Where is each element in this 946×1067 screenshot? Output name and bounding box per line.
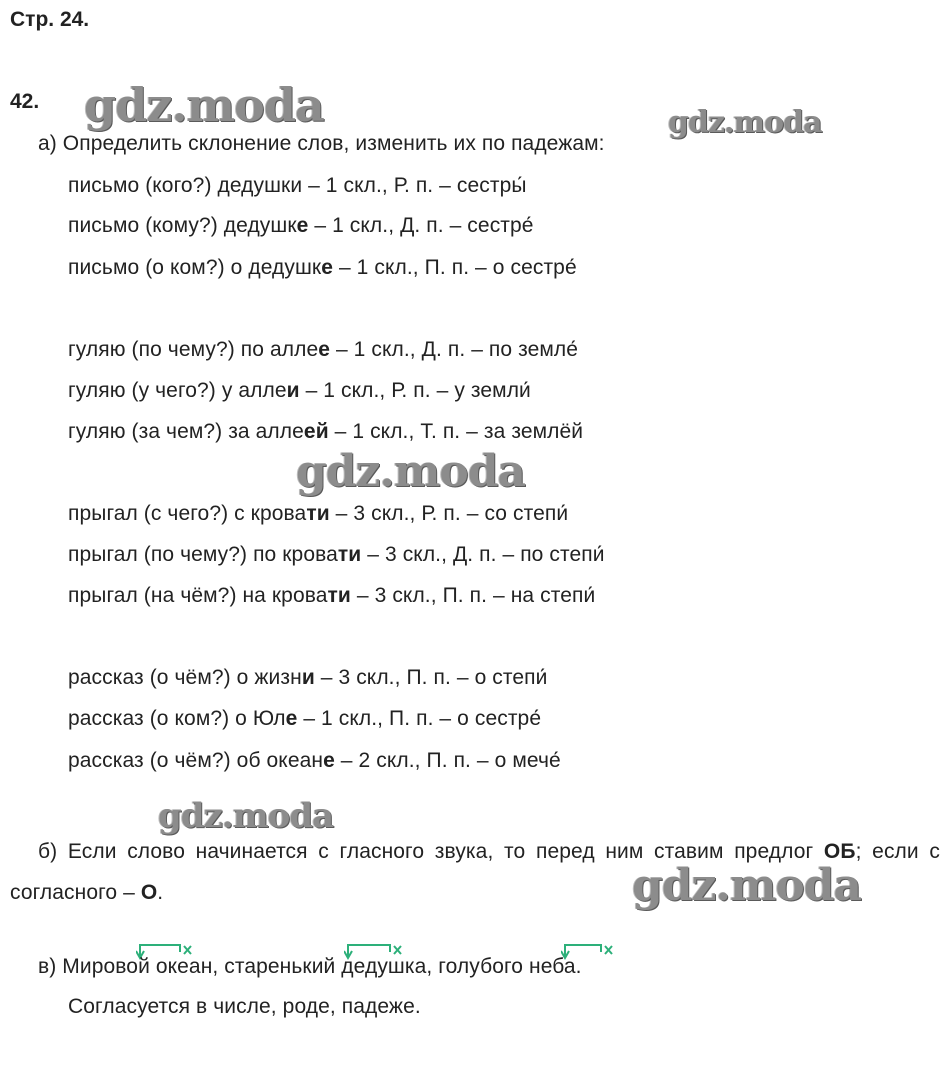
watermark: gdz.moda — [158, 796, 334, 836]
part-b-paragraph: б) Если слово начинается с гласного звука, то перед ним ставим предлог ОБ; если с согласного – О. — [10, 840, 940, 904]
part-a-intro: а) Определить склонение слов, изменить их по падежам: — [38, 132, 605, 155]
watermark: gdz.moda — [84, 78, 324, 132]
declension-line: гуляю (по чему?) по аллее – 1 скл., Д. п. – по земле́ — [68, 338, 579, 361]
task-number: 42. — [10, 90, 40, 113]
declension-line: рассказ (о ком?) о Юле – 1 скл., П. п. – о сестре́ — [68, 707, 542, 730]
watermark: gdz.moda — [668, 105, 822, 140]
declension-line: прыгал (с чего?) с кровати – 3 скл., Р. п. – со степи́ — [68, 502, 569, 525]
declension-line: рассказ (о чём?) об океане – 2 скл., П. п. – о мече́ — [68, 749, 561, 772]
declension-line: письмо (кому?) дедушке – 1 скл., Д. п. – сестре́ — [68, 214, 534, 237]
declension-line: гуляю (у чего?) у аллеи – 1 скл., Р. п. – у земли́ — [68, 379, 531, 402]
part-c-conclusion: Согласуется в числе, роде, падеже. — [68, 995, 421, 1018]
declension-line: письмо (о ком?) о дедушке – 1 скл., П. п. – о сестре́ — [68, 256, 577, 279]
declension-line: рассказ (о чём?) о жизни – 3 скл., П. п. – о степи́ — [68, 666, 548, 689]
declension-line: прыгал (на чём?) на кровати – 3 скл., П. п. – на степи́ — [68, 584, 596, 607]
watermark: gdz.moda — [632, 860, 862, 911]
page-header: Стр. 24. — [10, 8, 90, 31]
declension-line: гуляю (за чем?) за аллеей – 1 скл., Т. п. – за землёй — [68, 420, 584, 443]
watermark: gdz.moda — [296, 446, 526, 497]
declension-line: письмо (кого?) дедушки – 1 скл., Р. п. – сестры́ — [68, 174, 527, 197]
declension-line: прыгал (по чему?) по кровати – 3 скл., Д. п. – по степи́ — [68, 543, 605, 566]
part-c-line: в) Мировой океан, старенький дедушка, голубого неба. — [38, 955, 582, 978]
